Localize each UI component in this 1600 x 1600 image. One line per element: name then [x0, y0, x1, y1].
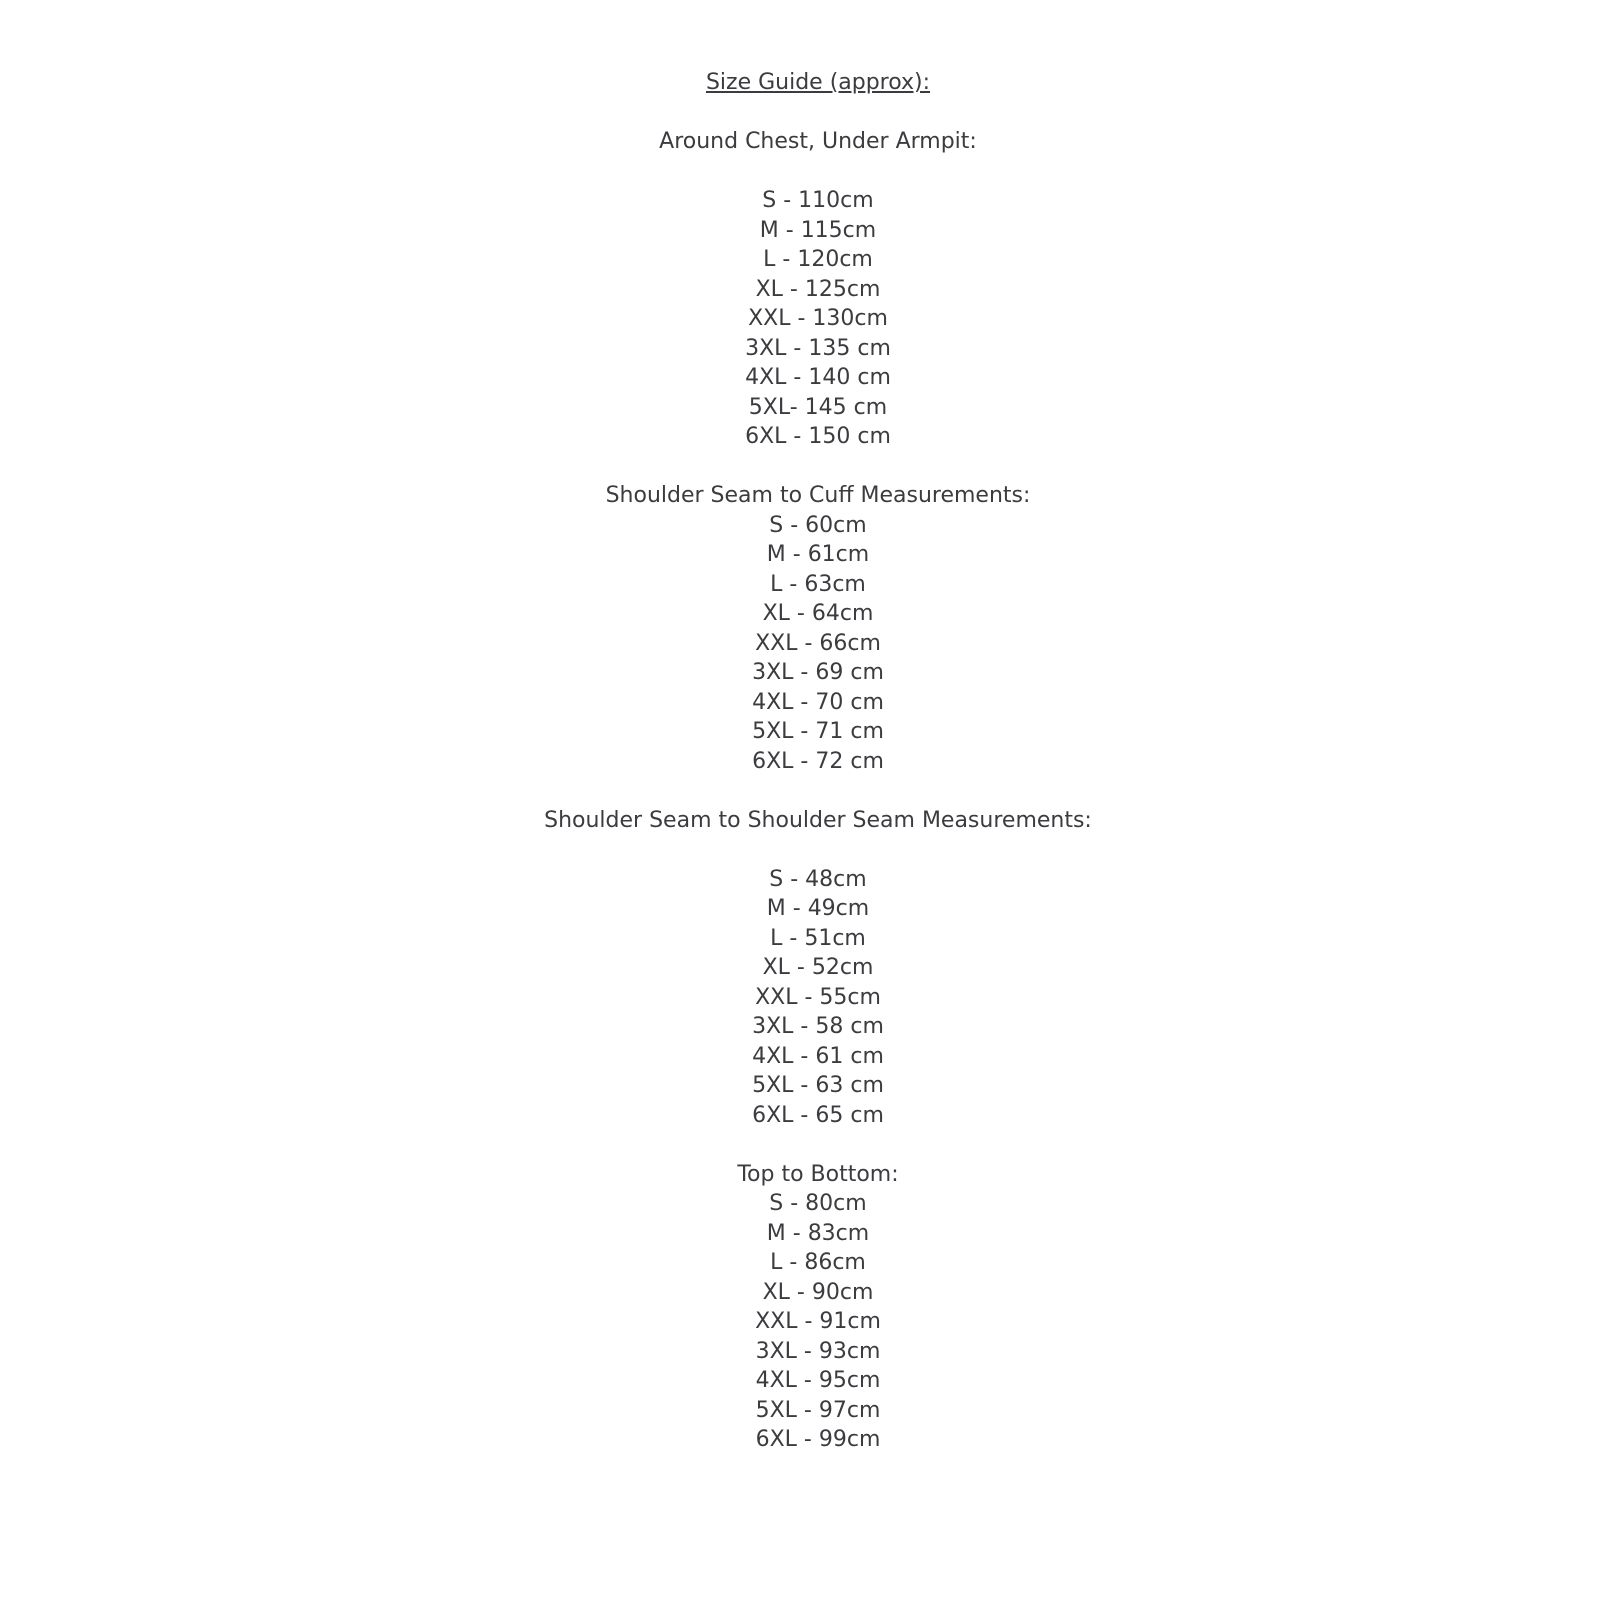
size-row: M - 61cm	[766, 542, 870, 567]
size-row: 6XL - 72 cm	[752, 748, 884, 774]
size-row: L - 51cm	[770, 925, 866, 951]
section-heading: Top to Bottom:	[737, 1161, 899, 1187]
size-row: L - 63cm	[770, 571, 866, 597]
size-row: 5XL - 71 cm	[752, 719, 884, 744]
section-top-to-bottom	[36, 1160, 1600, 1455]
size-row: XL - 52cm	[762, 955, 874, 980]
size-row: 3XL - 93cm	[755, 1338, 881, 1364]
size-row-list	[36, 865, 1600, 1131]
section-heading: Shoulder Seam to Cuff Measurements:	[605, 483, 1031, 508]
size-row: XL - 125cm	[755, 276, 881, 302]
size-row-list	[36, 1189, 1600, 1455]
size-row: 3XL - 69 cm	[752, 660, 884, 685]
size-row: 6XL - 99cm	[755, 1427, 881, 1452]
section-shoulder-to-shoulder	[36, 806, 1600, 1131]
size-row: XXL - 91cm	[755, 1309, 881, 1334]
size-row: 4XL - 140 cm	[745, 365, 891, 390]
size-row: XL - 64cm	[762, 601, 874, 626]
size-row: M - 49cm	[766, 896, 870, 921]
size-row: 3XL - 135 cm	[745, 335, 891, 361]
size-row: XXL - 130cm	[748, 306, 888, 331]
size-row: S - 80cm	[769, 1191, 867, 1216]
size-row: XXL - 55cm	[755, 984, 881, 1010]
size-row: S - 60cm	[769, 512, 867, 538]
section-shoulder-to-cuff	[36, 481, 1600, 776]
size-row: 4XL - 70 cm	[752, 689, 884, 715]
section-heading: Shoulder Seam to Shoulder Seam Measurements:	[544, 807, 1092, 833]
size-row: S - 48cm	[769, 866, 867, 892]
size-row-list	[36, 186, 1600, 452]
size-row: L - 86cm	[770, 1250, 866, 1275]
size-row: 4XL - 95cm	[755, 1368, 881, 1393]
section-heading: Around Chest, Under Armpit:	[659, 129, 977, 154]
section-around-chest	[36, 127, 1600, 452]
size-row: 3XL - 58 cm	[752, 1014, 884, 1039]
size-row: 4XL - 61 cm	[752, 1043, 884, 1069]
size-row: XL - 90cm	[762, 1279, 874, 1305]
page-title: Size Guide (approx):	[705, 70, 931, 95]
size-row: 6XL - 150 cm	[745, 424, 891, 449]
size-row: M - 83cm	[766, 1220, 870, 1246]
size-row: S - 110cm	[762, 188, 874, 213]
size-row: M - 115cm	[759, 217, 877, 243]
size-row: 6XL - 65 cm	[752, 1102, 884, 1128]
size-row: L - 120cm	[763, 247, 873, 272]
size-row: 5XL- 145 cm	[748, 394, 888, 420]
size-row: 5XL - 97cm	[755, 1397, 881, 1423]
size-row: XXL - 66cm	[755, 630, 881, 656]
size-row: 5XL - 63 cm	[752, 1073, 884, 1098]
size-row-list	[36, 511, 1600, 777]
